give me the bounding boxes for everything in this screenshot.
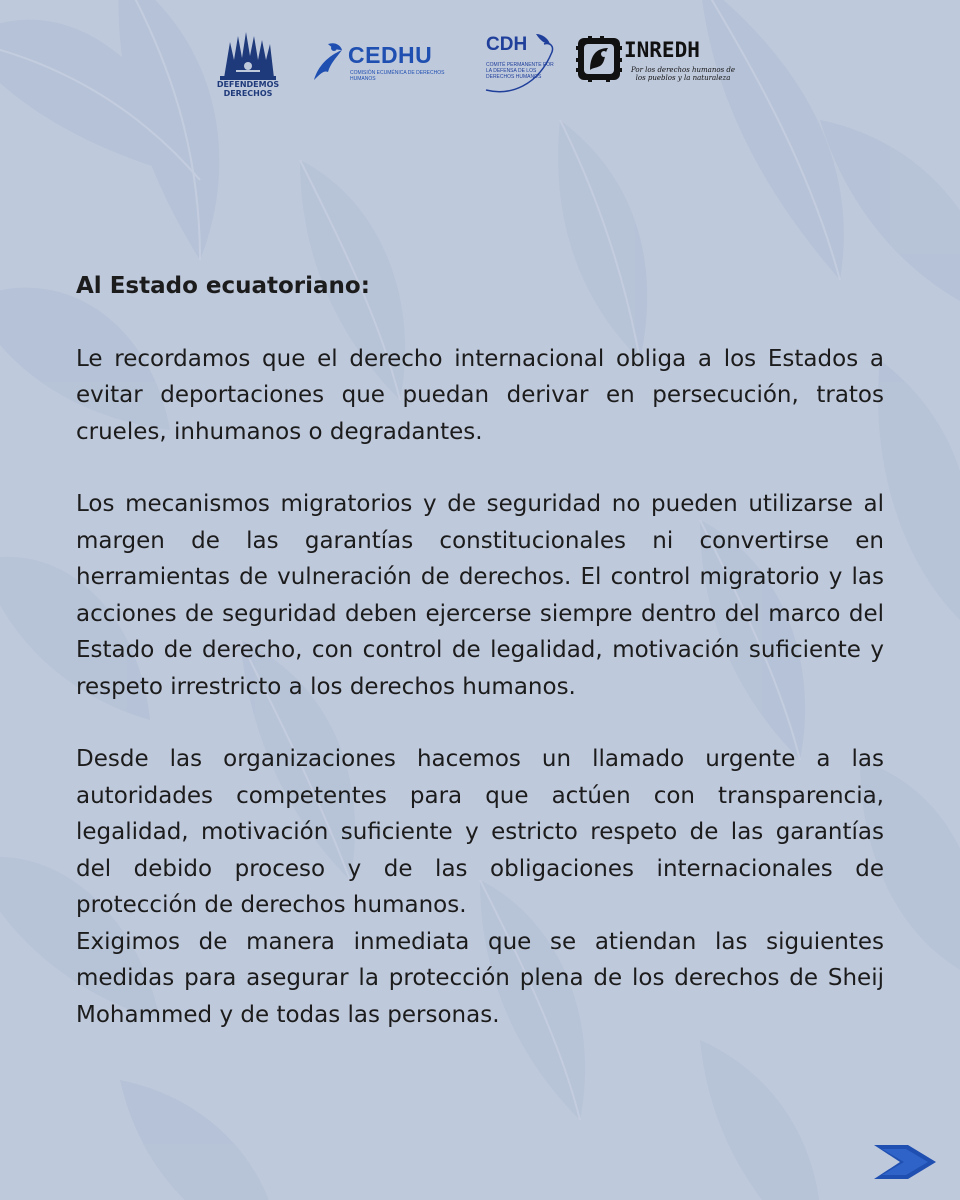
paragraph-migration-mechanisms: Los mecanismos migratorios y de seguridad no pueden utilizarse al margen de las garantías constitucionales ni convertirse en herramientas de vulneración de derechos. El control migratorio y las acciones de seguridad deben ejercerse siempre dentro del marco del Estado de derecho, con control de legalidad, motivación suficiente y respeto irrestricto a los derechos humanos. (76, 491, 884, 700)
inredh-logo (576, 30, 746, 110)
defendemos-emblem-icon (212, 30, 284, 80)
paragraph-deportation-reminder: Le recordamos que el derecho internacional obliga a los Estados a evitar deportaciones que puedan derivar en persecución, tratos crueles, inhumanos o degradantes. (76, 345, 884, 445)
inredh-emblem-icon (576, 36, 622, 82)
inredh-logo-name: INREDH (624, 38, 700, 62)
defendemos-logo-text: DEFENDEMOS DERECHOS (216, 80, 280, 98)
letter-heading: Al Estado ecuatoriano: (76, 273, 370, 299)
paragraph-urgent-call: Desde las organizaciones hacemos un llamado urgente a las autoridades competentes para que actúen con transparencia, legalidad, motivación suficiente y estricto respeto de las garantías del debido proceso y de las obligaciones internacionales de protección de derechos humanos. (76, 746, 884, 918)
cdh-logo-name: CDH (486, 34, 528, 55)
defendemos-derechos-logo (212, 30, 284, 110)
cdh-logo-subtitle: COMITÉ PERMANENTE POR LA DEFENSA DE LOS DERECHOS HUMANOS (486, 62, 554, 80)
inredh-logo-subtitle: Por los derechos humanos de los pueblos y la naturaleza (630, 66, 736, 82)
letter-body (76, 268, 884, 1069)
cedhu-logo-subtitle: COMISIÓN ECUMÉNICA DE DERECHOS HUMANOS (350, 70, 445, 82)
partner-logos (0, 30, 960, 120)
paragraph-demands: Exigimos de manera inmediata que se atiendan las siguientes medidas para asegurar la protección plena de los derechos de Sheij Mohammed y de todas las personas. (76, 928, 884, 1028)
cedhu-logo-name: CEDHU (348, 42, 433, 68)
chevron-right-icon (872, 1143, 938, 1181)
dove-icon (310, 40, 346, 84)
next-slide-button[interactable] (872, 1143, 938, 1181)
cdh-logo (480, 30, 560, 110)
cedhu-logo (310, 30, 452, 110)
